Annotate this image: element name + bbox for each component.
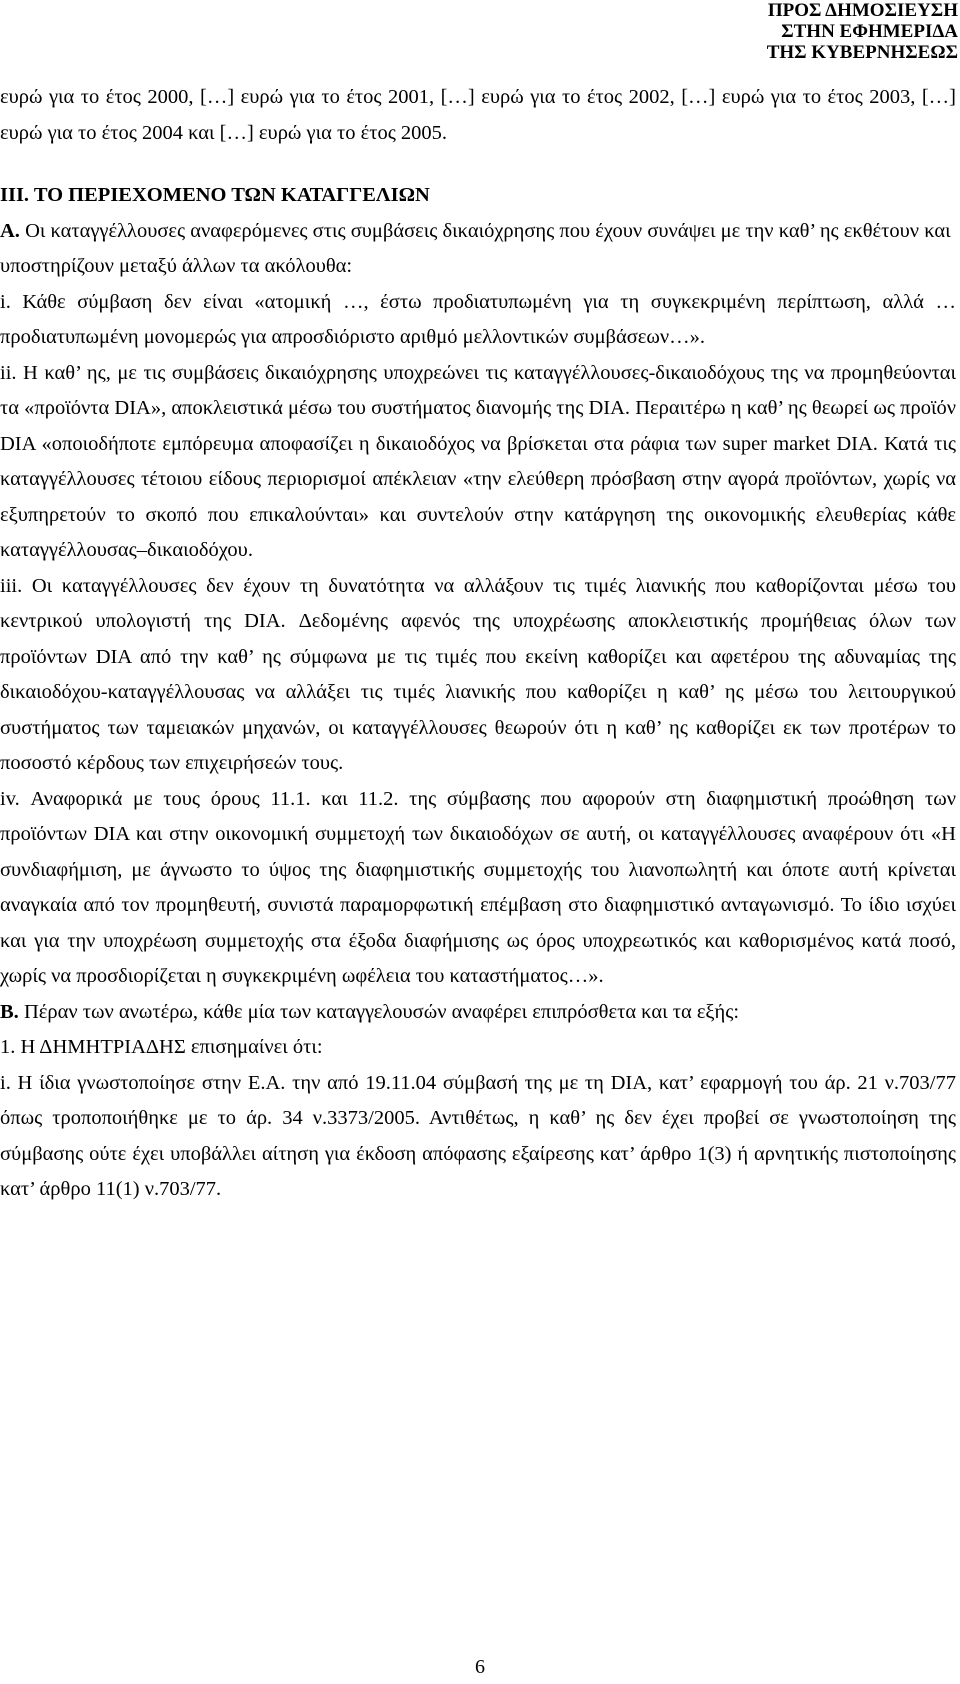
section-heading-text: ΙΙΙ. ΤΟ ΠΕΡΙΕΧΟΜΕΝΟ ΤΩΝ ΚΑΤΑΓΓΕΛΙΩΝ <box>0 184 430 206</box>
paragraph-a-text: Οι καταγγέλλουσες αναφερόμενες στις συμβάσεις δικαιόχρησης που έχουν συνάψει με την καθ’ ης εκθέτουν και υποστηρίζουν μεταξύ άλλων τα ακόλουθα: <box>0 219 951 277</box>
paragraph-b <box>0 995 956 1031</box>
point-1: 1. Η ΔΗΜΗΤΡΙΑΔΗΣ επισημαίνει ότι: <box>0 1036 323 1058</box>
item-iv: iv. Αναφορικά με τους όρους 11.1. και 11.2. της σύμβασης που αφορούν στη διαφημιστική προώθηση των προϊόντων DIA και στην οικονομική συμμετοχή των δικαιοδόχων σε αυτή, οι καταγγέλλουσες αναφέρουν ότι «Η συνδιαφήμιση, με άγνωστο το ύψος της διαφημιστικής συμμετοχής του λιανοπωλητή και όποτε αυτή κρίνεται αναγκαία από τον προμηθευτή, συνιστά παραμορφωτική επέμβαση στο διαφημιστικό ανταγωνισμό. Το ίδιο ισχύει και για την υποχρέωση συμμετοχής στα έξοδα διαφήμισης ως όρος υποχρεωτικός και καθορισμένος κατά ποσό, χωρίς να προσδιορίζεται η συγκεκριμένη ωφέλεια του καταστήματος…». <box>0 787 956 987</box>
page-number: 6 <box>475 1656 485 1678</box>
header-line-3: ΤΗΣ ΚΥΒΕΡΝΗΣΕΩΣ <box>766 42 958 63</box>
document-body <box>0 80 956 1208</box>
point-1-item-i: i. Η ίδια γνωστοποίησε στην Ε.Α. την από 19.11.04 σύμβασή της με τη DIA, κατ’ εφαρμογή του άρ. 21 ν.703/77 όπως τροποποιήθηκε με το άρ. 34 ν.3373/2005. Αντιθέτως, η καθ’ ης δεν έχει προβεί σε γνωστοποίηση της σύμβασης ούτε έχει υποβάλλει αίτηση για έκδοση απόφασης εξαίρεσης κατ’ άρθρο 1(3) ή αρνητικής πιστοποίησης κατ’ άρθρο 11(1) ν.703/77. <box>0 1071 956 1200</box>
publication-header <box>767 0 958 63</box>
item-i: i. Κάθε σύμβαση δεν είναι «ατομική …, έστω προδιατυπωμένη για τη συγκεκριμένη περίπτωση, αλλά …προδιατυπωμένη μονομερώς για απροσδιόριστο αριθμό μελλοντικών συμβάσεων…». <box>0 290 956 348</box>
item-ii: ii. Η καθ’ ης, με τις συμβάσεις δικαιόχρησης υποχρεώνει τις καταγγέλλουσες-δικαιοδόχους της να προμηθεύονται τα «προϊόντα DIA», αποκλειστικά μέσω του συστήματος διανομής της DIA. Περαιτέρω η καθ’ ης θεωρεί ως προϊόν DIA «οποιοδήποτε εμπόρευμα αποφασίζει η δικαιοδόχος να βρίσκεται στα ράφια των super market DIA. Κατά τις καταγγέλλουσες τέτοιου είδους περιορισμοί απέκλειαν «την ελεύθερη πρόσβαση στην αγορά προϊόντων, χωρίς να εξυπηρετούν το σκοπό που επικαλούνται» και συντελούν στην κατάργηση της οικονομικής ελευθερίας κάθε καταγγέλλουσας–δικαιοδόχου. <box>0 361 956 561</box>
header-line-1: ΠΡΟΣ ΔΗΜΟΣΙΕΥΣΗ <box>767 0 958 21</box>
paragraph-b-marker: Β. <box>0 1000 19 1023</box>
paragraph-b-text: Πέραν των ανωτέρω, κάθε μία των καταγγελουσών αναφέρει επιπρόσθετα και τα εξής: <box>18 1000 740 1023</box>
header-line-2: ΣΤΗΝ ΕΦΗΜΕΡΙΔΑ <box>781 21 958 42</box>
paragraph-a <box>0 214 956 285</box>
intro-paragraph: ευρώ για το έτος 2000, […] ευρώ για το έτος 2001, […] ευρώ για το έτος 2002, […] ευρώ για το έτος 2003, […] ευρώ για το έτος 2004 και […] ευρώ για το έτος 2005. <box>0 86 956 144</box>
item-iii: iii. Οι καταγγέλλουσες δεν έχουν τη δυνατότητα να αλλάξουν τις τιμές λιανικής που καθορίζονται μέσω του κεντρικού υπολογιστή της DIA. Δεδομένης αφενός της υποχρέωσης αποκλειστικής προμήθειας όλων των προϊόντων DIA από την καθ’ ης σύμφωνα με τις τιμές που εκείνη καθορίζει και αφετέρου της αδυναμίας της δικαιοδόχου-καταγγέλλουσας να αλλάξει τις τιμές λιανικής που καθορίζει η καθ’ ης μέσω του λειτουργικού συστήματος των ταμειακών μηχανών, οι καταγγέλλουσες θεωρούν ότι η καθ’ ης καθορίζει εκ των προτέρων το ποσοστό κέρδους των επιχειρήσεών τους. <box>0 574 956 774</box>
paragraph-a-marker: Α. <box>0 219 20 242</box>
section-heading <box>0 178 956 214</box>
